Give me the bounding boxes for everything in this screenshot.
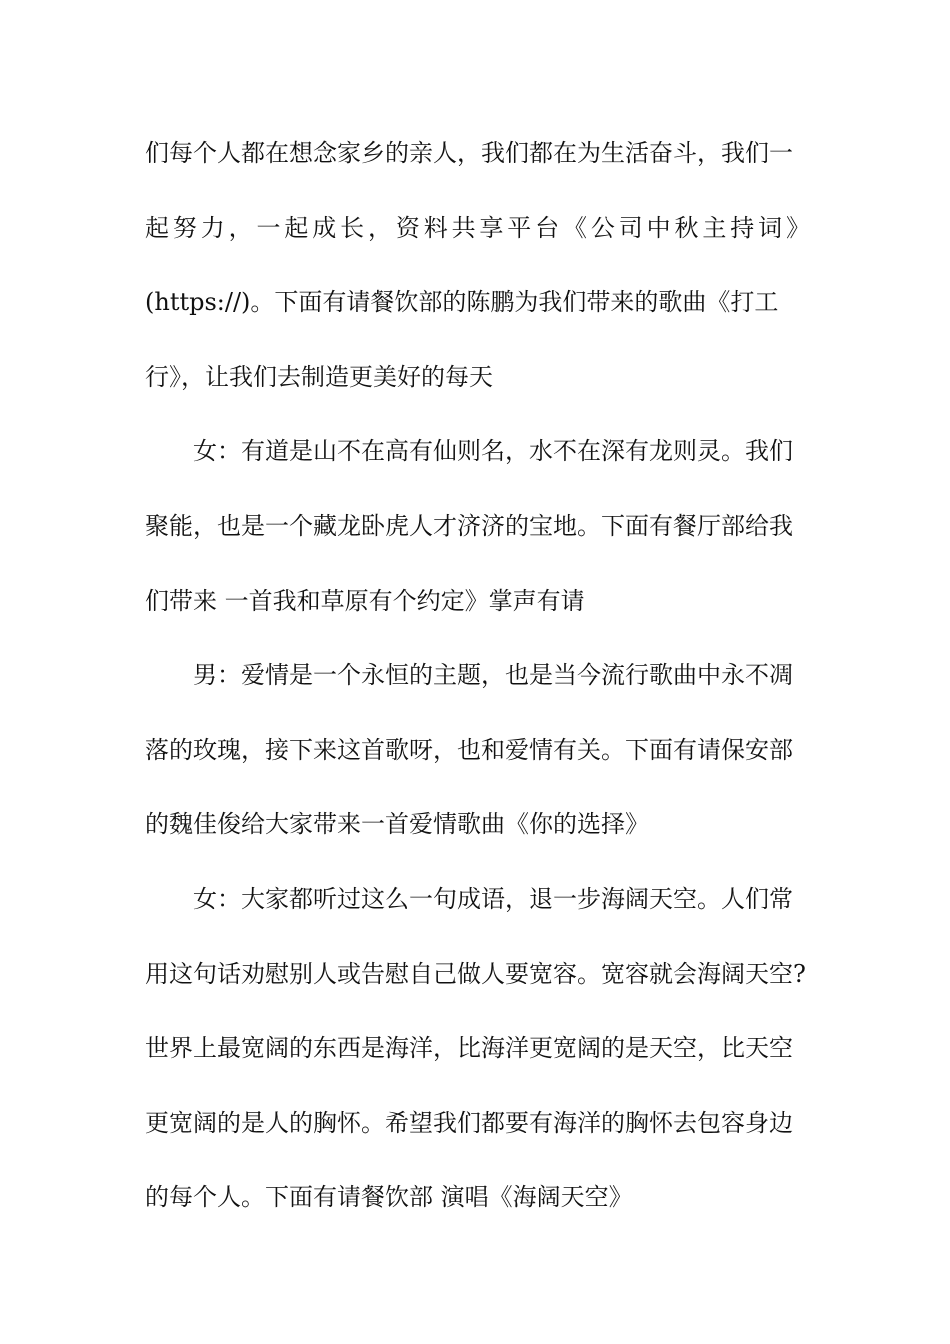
text-line-10: 的魏佳俊给大家带来一首爱情歌曲《你的选择》 [145, 810, 649, 839]
text-line-13: 世界上最宽阔的东西是海洋，比海洋更宽阔的是天空，比天空 [145, 1034, 793, 1063]
text-line-14: 更宽阔的是人的胸怀。希望我们都要有海洋的胸怀去包容身边 [145, 1108, 793, 1137]
text-line-6: 聚能，也是一个藏龙卧虎人才济济的宝地。下面有餐厅部给我 [145, 511, 793, 540]
text-line-8: 男：爱情是一个永恒的主题，也是当今流行歌曲中永不凋 [193, 661, 793, 690]
text-line-15: 的每个人。下面有请餐饮部 演唱《海阔天空》 [145, 1183, 633, 1212]
text-line-4: 行》，让我们去制造更美好的每天 [145, 362, 493, 391]
text-line-1: 们每个人都在想念家乡的亲人，我们都在为生活奋斗，我们一 [145, 139, 793, 167]
text-line-12: 用这句话劝慰别人或告慰自己做人要宽容。宽容就会海阔天空? [145, 959, 806, 988]
text-line-3: (https://)。下面有请餐饮部的陈鹏为我们带来的歌曲《打工 [145, 288, 779, 317]
text-line-7: 们带来 一首我和草原有个约定》掌声有请 [145, 586, 585, 615]
text-line-5: 女：有道是山不在高有仙则名，水不在深有龙则灵。我们 [193, 437, 793, 466]
document-body [145, 128, 810, 1247]
text-line-9: 落的玫瑰，接下来这首歌呀，也和爱情有关。下面有请保安部 [145, 735, 793, 764]
text-line-11: 女：大家都听过这么一句成语，退一步海阔天空。人们常 [193, 884, 793, 913]
text-line-2: 起努力，一起成长，资料共享平台《公司中秋主持词》 [145, 213, 810, 242]
